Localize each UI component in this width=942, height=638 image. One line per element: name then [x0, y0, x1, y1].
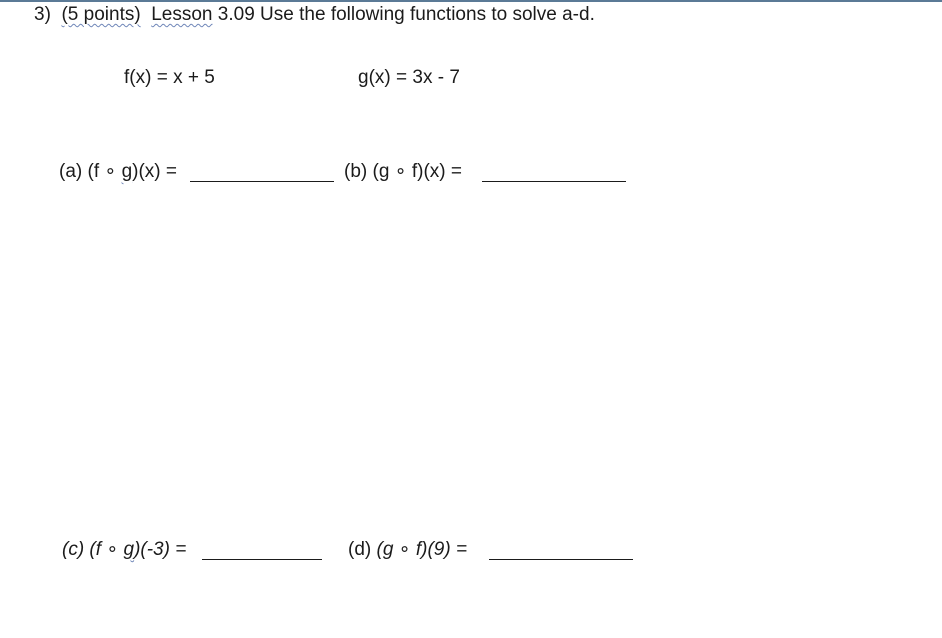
part-a-g: g [121, 161, 133, 182]
part-b-answer-line[interactable] [482, 181, 626, 182]
part-d-prompt [348, 538, 467, 562]
part-a-prompt [59, 160, 177, 184]
top-border [0, 0, 942, 2]
part-d-expr: (g ∘ f)(9) = [376, 539, 468, 560]
part-a-answer-line[interactable] [190, 181, 334, 182]
part-a-pre: (a) (f ∘ [59, 161, 122, 182]
part-b-prompt: (b) (g ∘ f)(x) = [344, 161, 462, 182]
part-a-post: )(x) = [132, 161, 177, 182]
part-c-post: )(-3) = [134, 539, 187, 560]
part-c-prompt [62, 538, 186, 562]
question-number: 3) [34, 4, 51, 25]
part-c-pre: (c) (f ∘ [62, 539, 124, 560]
part-c-answer-line[interactable] [202, 559, 322, 560]
question-instructions: 3.09 Use the following functions to solve a-d. [217, 4, 595, 25]
function-f: f(x) = x + 5 [124, 67, 215, 88]
question-points: (5 points) [61, 4, 141, 25]
part-c-g: g [123, 539, 135, 560]
part-d-answer-line[interactable] [489, 559, 633, 560]
part-d-label: (d) [348, 539, 377, 560]
question-header [34, 3, 595, 27]
lesson-word: Lesson [151, 4, 213, 25]
function-g: g(x) = 3x - 7 [358, 67, 460, 88]
